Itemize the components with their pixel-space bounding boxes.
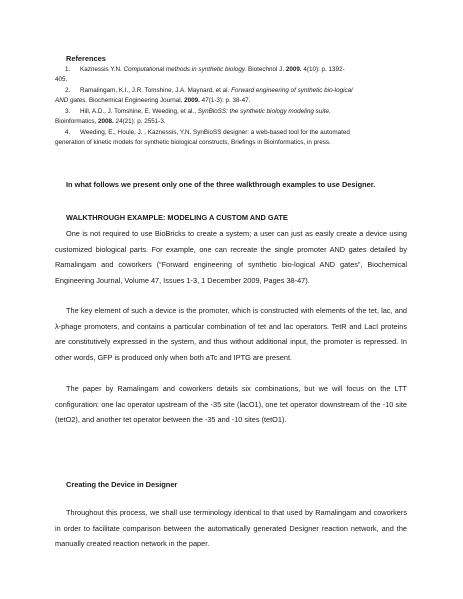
intro-line: In what follows we present only one of the three walkthrough examples to use Designer. xyxy=(66,180,376,189)
reference-number: 2. xyxy=(65,87,71,94)
reference-item-2: 2. Ramalingam, K.I., J.R. Tomshine, J.A. Maynard, et al. Forward engineering of synthetic bio-logical AND gates. Biochemical Engineering Journal, 2009. 47(1-3): p. 38-47. xyxy=(55,87,353,105)
reference-item-1: 1. Kaznessis Y.N. Computational methods in synthetic biology. Biotechnol J. 2009. 4(10): p. 1392- 405. xyxy=(55,66,345,84)
references-heading: References xyxy=(66,54,106,63)
reference-number: 1. xyxy=(65,66,71,73)
reference-item-3: 3. Hill, A.D., J. Tomshine, E. Weeding, et al., SynBioSS: the synthetic biology modeling suite. Bioinformatics, 2008. 24(21): p. 2551-3. xyxy=(55,108,331,126)
reference-item-4: 4. Weeding, E., Houle, J. , Kaznessis, Y.N. SynBioSS designer: a web-based tool for the automated generation of kinetic models for synthetic biological constructs, Briefings in Bioinformatics, in press. xyxy=(55,129,350,147)
paragraph-1: One is not required to use BioBricks to create a system; a user can just as easily create a device using customized biological parts. For example, one can recreate the single promoter AND gates detailed by Ramalingam and coworkers (“Forward engineering of synthetic bio-logical AND gates”, Biochemical Engineering Journal, Volume 47, Issues 1-3, 1 December 2009, Pages 38-47). xyxy=(55,229,407,285)
paragraph-2: The key element of such a device is the promoter, which is constructed with elements of the tet, lac, and λ-phage promoters, and contains a particular combination of tet and lac operators. TetR and LacI proteins are constitutively expressed in the system, and thus without additional input, the promoter is repressed. In other words, GFP is produced only when both aTc and IPTG are present. xyxy=(55,306,407,362)
section-heading-creating-device: Creating the Device in Designer xyxy=(66,480,178,489)
reference-number: 4. xyxy=(65,129,71,136)
paragraph-3: The paper by Ramalingam and coworkers details six combinations, but we will focus on the LTT configuration: one lac operator upstream of the -35 site (lacO1), one tet operator downstream of the -10 site (tetO2), and another tet operator between the -35 and -10 sites (tetO1). xyxy=(55,384,407,425)
walkthrough-heading: WALKTHROUGH EXAMPLE: MODELING A CUSTOM AND GATE xyxy=(66,213,288,222)
reference-number: 3. xyxy=(65,108,71,115)
paragraph-4: Throughout this process, we shall use terminology identical to that used by Ramalingam and coworkers in order to facilitate comparison between the automatically generated Designer reaction network, and the manually created reaction network in the paper. xyxy=(55,508,407,549)
